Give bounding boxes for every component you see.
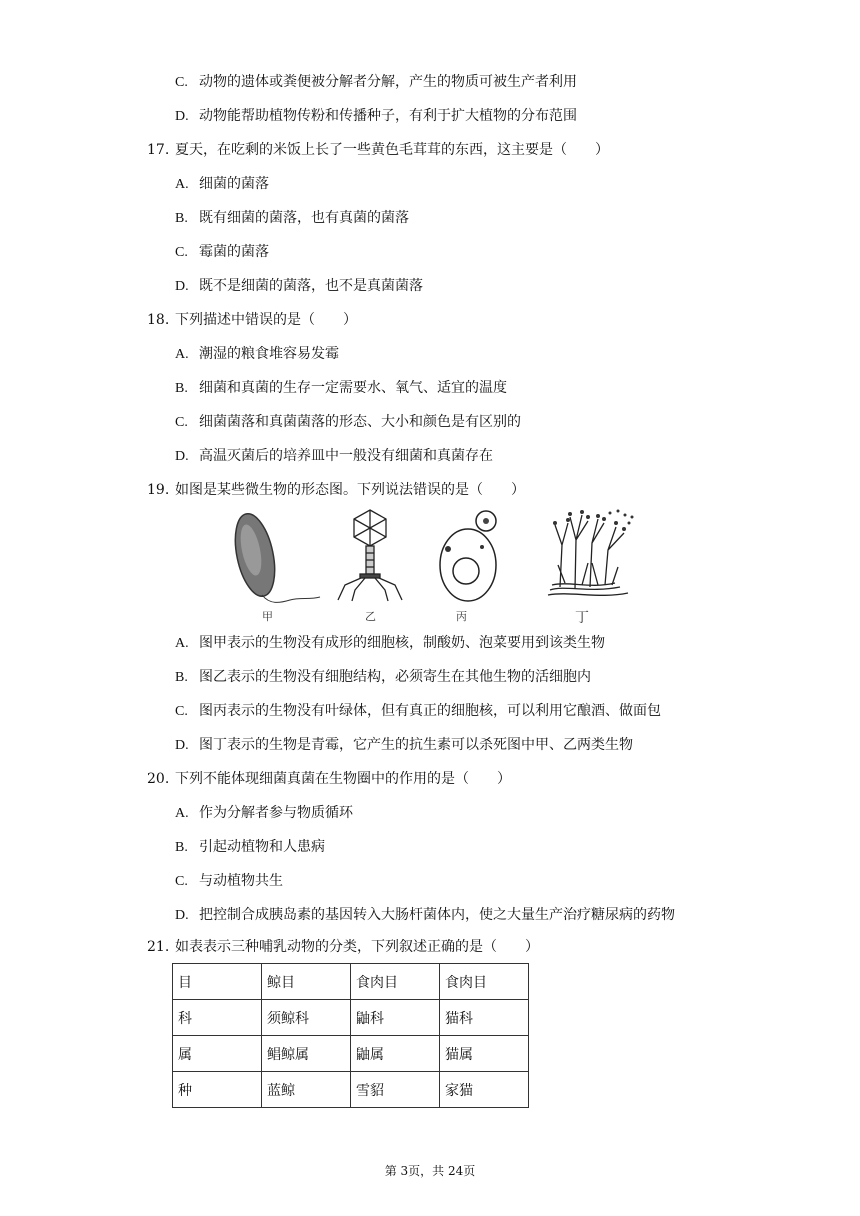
figure-label-yi: 乙 [365, 610, 376, 623]
classification-table [172, 963, 529, 1108]
table-cell: 种 [173, 1072, 262, 1108]
option-a: A. 作为分解者参与物质循环 [175, 805, 353, 821]
option-c: C. 霉菌的菌落 [175, 244, 269, 260]
penicillium-illustration [548, 510, 634, 596]
question-number: 17. [147, 142, 170, 158]
table-cell: 食肉目 [351, 964, 440, 1000]
option-a: A. 细菌的菌落 [175, 176, 269, 192]
option-b: B. 图乙表示的生物没有细胞结构，必须寄生在其他生物的活细胞内 [175, 669, 591, 685]
page-footer: 第 3页，共 24页 [384, 1164, 476, 1178]
table-cell: 食肉目 [440, 964, 529, 1000]
question-text: 下列不能体现细菌真菌在生物圈中的作用的是（ ） [175, 771, 511, 787]
question-number: 19. [147, 482, 170, 498]
option-b: B. 引起动植物和人患病 [175, 839, 325, 855]
figure-label-bing: 丙 [456, 610, 467, 623]
table-cell: 雪貂 [351, 1072, 440, 1108]
question-number: 21. [147, 939, 170, 955]
option-a: A. 图甲表示的生物没有成形的细胞核，制酸奶、泡菜要用到该类生物 [175, 635, 605, 651]
option-d: D. 把控制合成胰岛素的基因转入大肠杆菌体内，使之大量生产治疗糖尿病的药物 [175, 907, 675, 923]
table-cell: 蓝鲸 [262, 1072, 351, 1108]
option-d: D. 既不是细菌的菌落，也不是真菌菌落 [175, 278, 423, 294]
table-cell: 鼬属 [351, 1036, 440, 1072]
table-cell: 须鲸科 [262, 1000, 351, 1036]
question-number: 20. [147, 771, 170, 787]
option-d: D. 图丁表示的生物是青霉，它产生的抗生素可以杀死图中甲、乙两类生物 [175, 737, 633, 753]
table-row [173, 1072, 529, 1108]
yeast-illustration [440, 511, 496, 601]
bacterium-illustration [229, 510, 320, 602]
table-cell: 属 [173, 1036, 262, 1072]
table-row [173, 1000, 529, 1036]
virus-illustration [338, 510, 402, 601]
table-cell: 目 [173, 964, 262, 1000]
question-text: 下列描述中错误的是（ ） [175, 312, 357, 328]
option-c: C. 与动植物共生 [175, 873, 283, 889]
table-cell: 猫属 [440, 1036, 529, 1072]
option-b: B. 细菌和真菌的生存一定需要水、氧气、适宜的温度 [175, 380, 507, 396]
prev-option-d: D. 动物能帮助植物传粉和传播种子，有利于扩大植物的分布范围 [175, 108, 577, 124]
question-text: 夏天，在吃剩的米饭上长了一些黄色毛茸茸的东西，这主要是（ ） [175, 142, 609, 158]
option-b: B. 既有细菌的菌落，也有真菌的菌落 [175, 210, 409, 226]
table-cell: 家猫 [440, 1072, 529, 1108]
microorganism-figure [220, 505, 640, 625]
question-text: 如表表示三种哺乳动物的分类，下列叙述正确的是（ ） [175, 939, 539, 955]
table-cell: 鼬科 [351, 1000, 440, 1036]
table-cell: 鲸目 [262, 964, 351, 1000]
option-a: A. 潮湿的粮食堆容易发霉 [175, 346, 339, 362]
question-number: 18. [147, 312, 170, 328]
table-row [173, 964, 529, 1000]
table-cell: 科 [173, 1000, 262, 1036]
table-row [173, 1036, 529, 1072]
option-d: D. 高温灭菌后的培养皿中一般没有细菌和真菌存在 [175, 448, 493, 464]
table-cell: 猫科 [440, 1000, 529, 1036]
table-cell: 鲳鲸属 [262, 1036, 351, 1072]
figure-label-jia: 甲 [262, 610, 273, 623]
option-c: C. 细菌菌落和真菌菌落的形态、大小和颜色是有区别的 [175, 414, 521, 430]
figure-label-ding: 丁 [575, 610, 589, 625]
question-text: 如图是某些微生物的形态图。下列说法错误的是（ ） [175, 482, 525, 498]
option-c: C. 图丙表示的生物没有叶绿体，但有真正的细胞核，可以利用它酿酒、做面包 [175, 703, 661, 719]
prev-option-c: C. 动物的遗体或粪便被分解者分解，产生的物质可被生产者利用 [175, 74, 577, 90]
